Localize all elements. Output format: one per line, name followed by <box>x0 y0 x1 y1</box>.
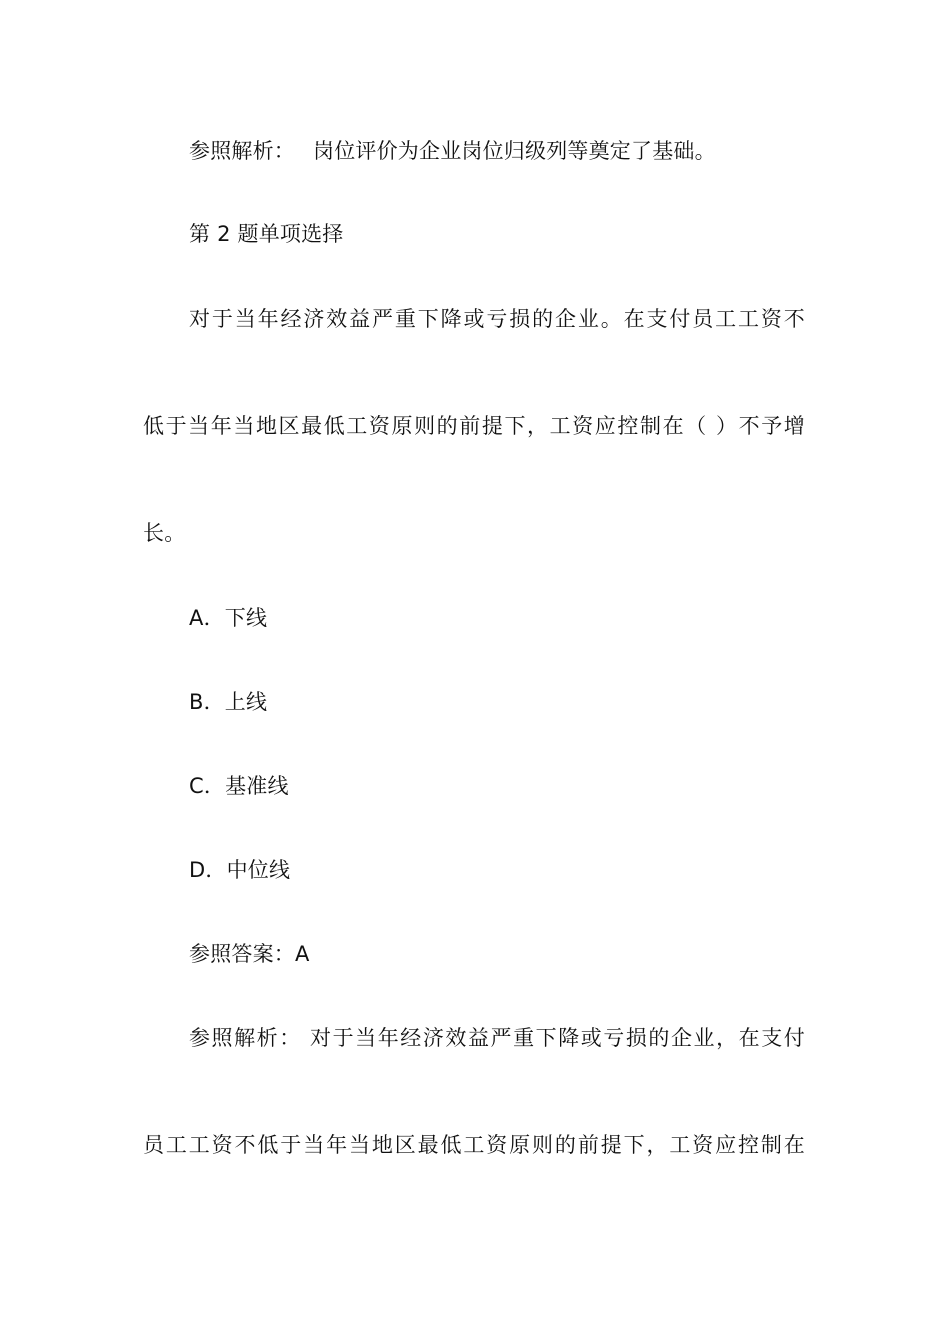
option-d: D．中位线 <box>189 858 291 882</box>
previous-analysis-text: 岗位评价为企业岗位归级列等奠定了基础。 <box>313 139 716 163</box>
previous-analysis-label: 参照解析： <box>189 139 295 163</box>
analysis-line-2: 员工工资不低于当年当地区最低工资原则的前提下，工资应控制在 <box>143 1133 805 1157</box>
option-a: A．下线 <box>189 606 268 630</box>
option-c: C．基准线 <box>189 774 289 798</box>
option-b: B．上线 <box>189 690 268 714</box>
reference-answer: 参照答案：A <box>189 942 310 966</box>
question-stem-line-3: 长。 <box>143 521 186 545</box>
question-heading: 第 2 题单项选择 <box>189 222 344 246</box>
question-stem-line-1: 对于当年经济效益严重下降或亏损的企业。在支付员工工资不 <box>189 307 805 331</box>
question-stem-line-2: 低于当年当地区最低工资原则的前提下，工资应控制在（ ）不予增 <box>143 414 805 438</box>
previous-analysis-line <box>189 137 716 165</box>
analysis-line-1: 参照解析： 对于当年经济效益严重下降或亏损的企业，在支付 <box>189 1026 805 1050</box>
